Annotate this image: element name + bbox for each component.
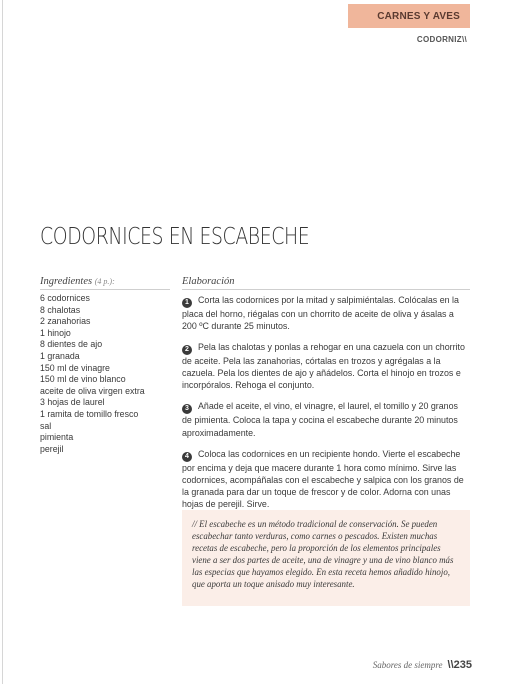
method-section (182, 276, 470, 519)
page-footer (373, 659, 472, 671)
page-number: \\235 (447, 659, 472, 671)
ingredient-item: 150 ml de vinagre (40, 362, 110, 373)
method-step (182, 400, 470, 438)
section-label: CARNES Y AVES (377, 10, 460, 22)
ingredient-item: 150 ml de vino blanco (40, 374, 126, 385)
ingredients-list (40, 293, 170, 455)
ingredient-item: 1 granada (40, 350, 80, 361)
ingredient-item: 2 zanahorias (40, 316, 91, 327)
ingredient-item: 1 hinojo (40, 327, 71, 338)
ingredient-item: 6 codornices (40, 293, 90, 303)
ingredient-item: 8 dientes de ajo (40, 339, 103, 350)
method-step (182, 294, 470, 332)
ingredients-section (40, 276, 170, 455)
step-number-badge: 1 (182, 298, 192, 308)
method-heading: Elaboración (182, 276, 470, 290)
tip-note-box (182, 510, 470, 606)
tip-note-text: // El escabeche es un método tradicional de conservación. Se pueden escabechar tanto verduras, como carnes o pescados. Existen muchas recetas de escabeche, pero la proporción de los elementos principales viene a ser dos partes de aceite, una de vinagre y una de vino blanco más las especias que hayamos elegido. En esta receta hemos añadido hinojo, que aporta un toque anisado muy interesante. (192, 519, 454, 589)
ingredient-item: 8 chalotas (40, 304, 81, 315)
ingredients-heading: Ingredientes (40, 276, 93, 287)
ingredient-item: aceite de oliva virgen extra (40, 385, 145, 396)
step-number-badge: 4 (182, 452, 192, 462)
ingredient-item: 1 ramita de tomillo fresco (40, 408, 139, 419)
section-tab (348, 4, 470, 28)
ingredient-item: sal (40, 420, 52, 431)
book-title: Sabores de siempre (372, 660, 443, 670)
ingredients-portions: (4 p.): (94, 277, 115, 286)
step-text: Añade el aceite, el vino, el vinagre, el laurel, el tomillo y 20 granos de pimienta. Coloca la tapa y cocina el escabeche durante 20 minutos aproximadamente. (182, 401, 458, 438)
ingredient-item: pimienta (40, 432, 74, 443)
step-text: Pela las chalotas y ponlas a rehogar en una cazuela con un chorrito de aceite. Pela las zanahorias, córtalas en trozos y agrégalas a la cazuela. Pela los dientes de ajo y añádelos. Corta el hinojo en trozos e incorpóralos. Rehoga el conjunto. (182, 342, 465, 391)
step-text: Corta las codornices por la mitad y salpimiéntalas. Colócalas en la placa del horno, riégalas con un chorrito de aceite de oliva y ásalas a 200 ºC durante 25 minutos. (182, 295, 459, 332)
ingredient-item: 3 hojas de laurel (40, 397, 105, 408)
step-number-badge: 2 (182, 345, 192, 355)
method-step (182, 448, 470, 510)
subsection-label: CODORNIZ\\ (416, 35, 467, 44)
step-text: Coloca las codornices en un recipiente hondo. Vierte el escabeche por encima y deja que macere durante 1 hora como mínimo. Sirve las codornices, acompáñalas con el escabeche y salpica con los granos de la granada para dar un toque de frescor y de color. Adorna con unas hojas de perejil. Sirve. (182, 448, 464, 509)
method-step (182, 341, 470, 391)
step-number-badge: 3 (182, 404, 192, 414)
ingredient-item: perejil (40, 443, 64, 454)
recipe-title: CODORNICES EN ESCABECHE (40, 224, 310, 250)
page-edge-line (2, 0, 3, 684)
ingredients-heading-row (40, 276, 170, 290)
